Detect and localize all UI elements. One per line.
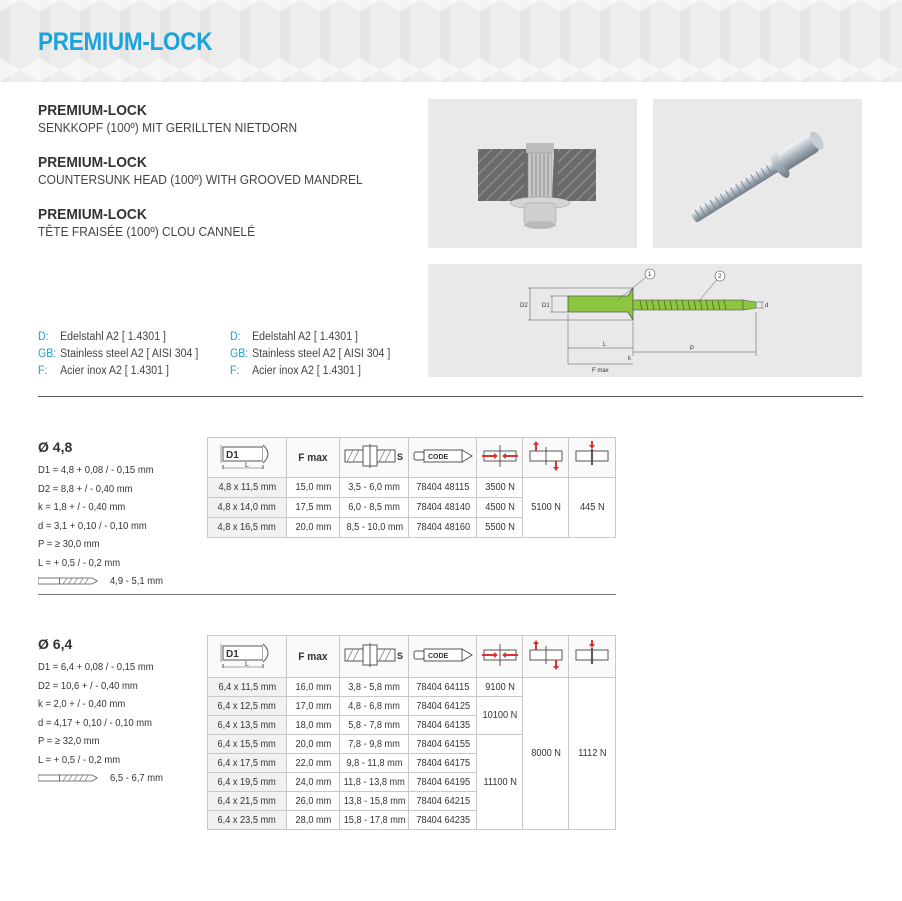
cell-fmax: 20,0 mm <box>286 518 340 538</box>
cell-code: 78404 64195 <box>409 773 477 792</box>
shear-force-icon <box>480 443 520 469</box>
svg-text:L: L <box>244 661 249 668</box>
cell-size: 6,4 x 13,5 mm <box>208 716 287 735</box>
cell-grip: 13,8 - 15,8 mm <box>340 792 409 811</box>
header-tensile <box>523 438 569 478</box>
table-row <box>208 678 616 697</box>
cell-fmax: 16,0 mm <box>286 678 340 697</box>
product-titles <box>38 102 418 258</box>
cell-grip: 3,5 - 6,0 mm <box>340 478 409 498</box>
lang-code: F: <box>38 365 48 377</box>
header-fmax: F max <box>286 438 340 478</box>
svg-text:CODE: CODE <box>427 454 449 461</box>
cell-size: 6,4 x 19,5 mm <box>208 773 287 792</box>
cell-fmax: 28,0 mm <box>286 811 340 830</box>
grip-range-icon <box>343 444 405 468</box>
spec-line: D2 = 8,8 + / - 0,40 mm <box>38 482 133 495</box>
material-row <box>230 331 414 348</box>
header-shear <box>477 636 523 678</box>
drill-range: 4,9 - 5,1 mm <box>110 575 164 588</box>
cell-size: 6,4 x 12,5 mm <box>208 697 287 716</box>
spec-64 <box>38 636 177 788</box>
cell-shear: 3500 N <box>477 478 523 498</box>
cell-code: 78404 64175 <box>409 754 477 773</box>
shear-force-icon <box>480 642 520 668</box>
cell-shear: 5500 N <box>477 518 523 538</box>
title-head: PREMIUM-LOCK <box>38 102 147 119</box>
materials-right <box>230 331 430 382</box>
material-row <box>38 348 222 365</box>
cell-code: 78404 64135 <box>409 716 477 735</box>
material-text: Stainless steel A2 [ AISI 304 ] <box>60 348 199 360</box>
cell-size: 6,4 x 17,5 mm <box>208 754 287 773</box>
spec-line: k = 1,8 + / - 0,40 mm <box>38 501 126 513</box>
header-grip-range <box>340 438 409 478</box>
cell-size: 4,8 x 14,0 mm <box>208 498 287 518</box>
cell-fmax: 22,0 mm <box>286 754 340 773</box>
spec-48 <box>38 439 177 591</box>
header-dimension <box>208 636 287 678</box>
material-row <box>230 348 414 365</box>
title-en <box>38 154 418 206</box>
cell-fmax: 18,0 mm <box>286 716 340 735</box>
diameter-title: Ø 6,4 <box>38 636 73 652</box>
drill-size <box>38 769 163 788</box>
cell-code: 78404 48140 <box>409 498 477 518</box>
technical-drawing <box>428 264 862 377</box>
rivet-cross-section-image <box>428 99 637 248</box>
cell-shear: 9100 N <box>477 678 523 697</box>
header-mandrel-retention <box>569 636 616 678</box>
cell-shear: 10100 N <box>477 697 523 735</box>
material-text: Edelstahl A2 [ 1.4301 ] <box>60 331 166 343</box>
cell-fmax: 15,0 mm <box>286 478 340 498</box>
spec-line: P = ≥ 32,0 mm <box>38 735 100 747</box>
cell-mandrel-retention: 1112 N <box>569 678 616 830</box>
header-code <box>409 636 477 678</box>
drill-bit-icon <box>38 774 97 782</box>
cell-mandrel-retention: 445 N <box>569 478 616 538</box>
header-fmax: F max <box>286 636 340 678</box>
cell-grip: 9,8 - 11,8 mm <box>340 754 409 773</box>
mandrel-retention-icon <box>572 441 612 471</box>
spec-line: d = 3,1 + 0,10 / - 0,10 mm <box>38 519 147 532</box>
label-fmax: F max <box>592 368 609 374</box>
cell-grip: 15,8 - 17,8 mm <box>340 811 409 830</box>
cell-size: 6,4 x 11,5 mm <box>208 678 287 697</box>
lang-code: F: <box>230 365 240 377</box>
cell-grip: 6,0 - 8,5 mm <box>340 498 409 518</box>
cell-size: 6,4 x 23,5 mm <box>208 811 287 830</box>
title-head: PREMIUM-LOCK <box>38 206 147 223</box>
lang-code: D: <box>38 331 49 343</box>
material-row <box>230 365 414 382</box>
table-header-row <box>208 636 616 678</box>
label-k: k <box>628 356 631 362</box>
rivet-dimension-icon <box>217 640 277 670</box>
cell-size: 4,8 x 16,5 mm <box>208 518 287 538</box>
cell-tensile: 8000 N <box>523 678 569 830</box>
header-code <box>409 438 477 478</box>
cell-fmax: 20,0 mm <box>286 735 340 754</box>
cell-code: 78404 64125 <box>409 697 477 716</box>
grip-range-icon <box>343 643 405 667</box>
spec-line: L = + 0,5 / - 0,2 mm <box>38 556 121 569</box>
header-tensile <box>523 636 569 678</box>
cell-fmax: 17,0 mm <box>286 697 340 716</box>
mandrel-retention-icon <box>572 640 612 670</box>
cell-size: 4,8 x 11,5 mm <box>208 478 287 498</box>
rivet-photo <box>653 99 862 248</box>
drill-size <box>38 572 163 591</box>
header-shear <box>477 438 523 478</box>
cell-code: 78404 48115 <box>409 478 477 498</box>
spec-line: P = ≥ 30,0 mm <box>38 538 100 550</box>
cell-size: 6,4 x 21,5 mm <box>208 792 287 811</box>
cell-fmax: 24,0 mm <box>286 773 340 792</box>
cell-grip: 7,8 - 9,8 mm <box>340 735 409 754</box>
material-text: Stainless steel A2 [ AISI 304 ] <box>252 348 391 360</box>
cell-shear: 11100 N <box>477 735 523 830</box>
spec-line: k = 2,0 + / - 0,40 mm <box>38 698 126 710</box>
divider <box>38 396 863 397</box>
divider <box>38 594 616 595</box>
cell-grip: 8,5 - 10,0 mm <box>340 518 409 538</box>
title-sub: TÊTE FRAISÉE (100º) CLOU CANNELÉ <box>38 224 256 239</box>
material-text: Acier inox A2 [ 1.4301 ] <box>252 365 361 377</box>
svg-text:S: S <box>397 651 404 661</box>
table-header-row <box>208 438 616 478</box>
cell-grip: 5,8 - 7,8 mm <box>340 716 409 735</box>
title-sub: SENKKOPF (100º) MIT GERILLTEN NIETDORN <box>38 120 298 135</box>
diameter-title: Ø 4,8 <box>38 439 73 455</box>
material-row <box>38 331 222 348</box>
cell-grip: 11,8 - 13,8 mm <box>340 773 409 792</box>
spec-line: D1 = 4,8 + 0,08 / - 0,15 mm <box>38 464 154 476</box>
title-de <box>38 102 418 154</box>
lang-code: D: <box>230 331 241 343</box>
label-one: 1 <box>648 272 652 278</box>
drill-range: 6,5 - 6,7 mm <box>110 772 164 785</box>
cell-fmax: 17,5 mm <box>286 498 340 518</box>
spec-line: L = + 0,5 / - 0,2 mm <box>38 753 121 766</box>
material-text: Acier inox A2 [ 1.4301 ] <box>60 365 169 377</box>
label-d: d <box>765 303 769 309</box>
cell-code: 78404 48160 <box>409 518 477 538</box>
svg-text:CODE: CODE <box>427 653 449 660</box>
cell-code: 78404 64235 <box>409 811 477 830</box>
svg-text:D1: D1 <box>225 649 239 660</box>
lang-code: GB: <box>230 348 249 360</box>
cell-fmax: 26,0 mm <box>286 792 340 811</box>
cell-shear: 4500 N <box>477 498 523 518</box>
spec-line: D2 = 10,6 + / - 0,40 mm <box>38 679 138 692</box>
spec-line: D1 = 6,4 + 0,08 / - 0,15 mm <box>38 661 154 673</box>
header-banner <box>0 0 902 82</box>
cell-size: 6,4 x 15,5 mm <box>208 735 287 754</box>
tensile-force-icon <box>526 640 566 670</box>
page-title: PREMIUM-LOCK <box>38 28 213 56</box>
table-64 <box>207 635 616 830</box>
label-two: 2 <box>718 274 722 280</box>
svg-text:D1: D1 <box>225 450 239 461</box>
rivet-dimension-icon <box>217 441 277 471</box>
title-head: PREMIUM-LOCK <box>38 154 147 171</box>
tensile-force-icon <box>526 441 566 471</box>
label-p: P <box>690 346 695 352</box>
table-48 <box>207 437 616 538</box>
drill-bit-icon <box>38 577 97 585</box>
materials-left <box>38 331 238 382</box>
label-l: L <box>603 342 607 348</box>
spec-line: d = 4,17 + 0,10 / - 0,10 mm <box>38 716 152 729</box>
code-icon <box>412 447 474 465</box>
label-d1: D1 <box>542 303 550 309</box>
cell-grip: 3,8 - 5,8 mm <box>340 678 409 697</box>
svg-text:L: L <box>244 462 249 469</box>
cell-code: 78404 64155 <box>409 735 477 754</box>
cell-grip: 4,8 - 6,8 mm <box>340 697 409 716</box>
cell-tensile: 5100 N <box>523 478 569 538</box>
material-row <box>38 365 222 382</box>
title-sub: COUNTERSUNK HEAD (100º) WITH GROOVED MANDREL <box>38 172 363 187</box>
lang-code: GB: <box>38 348 57 360</box>
title-fr <box>38 206 418 258</box>
code-icon <box>412 646 474 664</box>
label-d2: D2 <box>520 303 528 309</box>
header-mandrel-retention <box>569 438 616 478</box>
svg-text:S: S <box>397 452 404 462</box>
cell-code: 78404 64215 <box>409 792 477 811</box>
cell-code: 78404 64115 <box>409 678 477 697</box>
material-text: Edelstahl A2 [ 1.4301 ] <box>252 331 358 343</box>
header-grip-range <box>340 636 409 678</box>
header-dimension <box>208 438 287 478</box>
table-row <box>208 478 616 498</box>
